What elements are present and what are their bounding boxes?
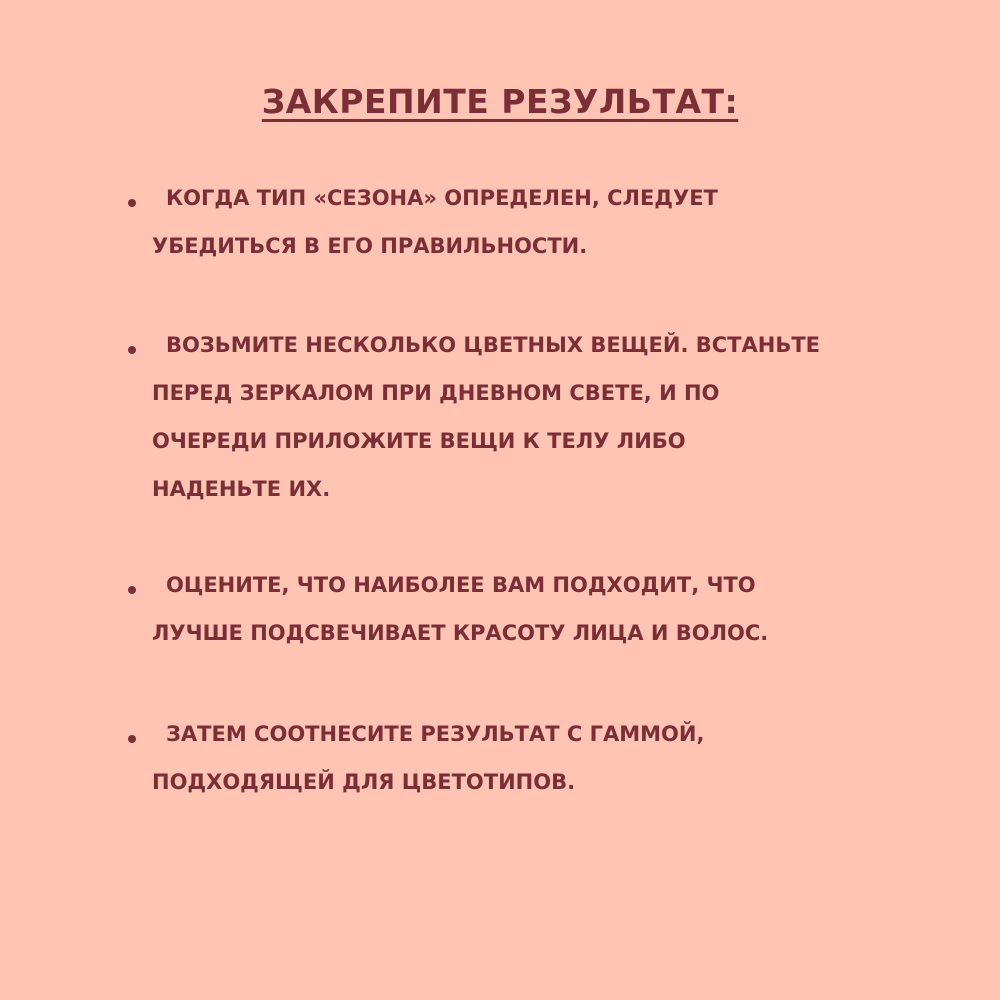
bullet-text-4 — [152, 710, 892, 806]
bullet-dot-icon — [128, 586, 136, 594]
bullet-line: ВОЗЬМИТЕ НЕСКОЛЬКО ЦВЕТНЫХ ВЕЩЕЙ. ВСТАНЬТЕ — [166, 333, 821, 357]
bullet-line: ОЦЕНИТЕ, ЧТО НАИБОЛЕЕ ВАМ ПОДХОДИТ, ЧТО — [166, 573, 756, 597]
bullet-line: ОЧЕРЕДИ ПРИЛОЖИТЕ ВЕЩИ К ТЕЛУ ЛИБО — [152, 429, 686, 453]
bullet-line: НАДЕНЬТЕ ИХ. — [152, 477, 331, 501]
bullet-text-2 — [152, 321, 892, 513]
bullet-line: ПЕРЕД ЗЕРКАЛОМ ПРИ ДНЕВНОМ СВЕТЕ, И ПО — [152, 381, 720, 405]
bullet-dot-icon — [128, 735, 136, 743]
page-title-text: ЗАКРЕПИТЕ РЕЗУЛЬТАТ: — [261, 82, 739, 121]
bullet-line: ЛУЧШЕ ПОДСВЕЧИВАЕТ КРАСОТУ ЛИЦА И ВОЛОС. — [152, 621, 769, 645]
bullet-line: ЗАТЕМ СООТНЕСИТЕ РЕЗУЛЬТАТ С ГАММОЙ, — [166, 722, 705, 746]
bullet-text-1 — [152, 174, 892, 270]
bullet-dot-icon — [128, 199, 136, 207]
bullet-line: ПОДХОДЯЩЕЙ ДЛЯ ЦВЕТОТИПОВ. — [152, 770, 576, 794]
bullet-line: КОГДА ТИП «СЕЗОНА» ОПРЕДЕЛЕН, СЛЕДУЕТ — [166, 186, 718, 210]
bullet-line: УБЕДИТЬСЯ В ЕГО ПРАВИЛЬНОСТИ. — [152, 234, 588, 258]
bullet-dot-icon — [128, 346, 136, 354]
page-title — [0, 80, 1000, 124]
bullet-text-3 — [152, 561, 892, 657]
